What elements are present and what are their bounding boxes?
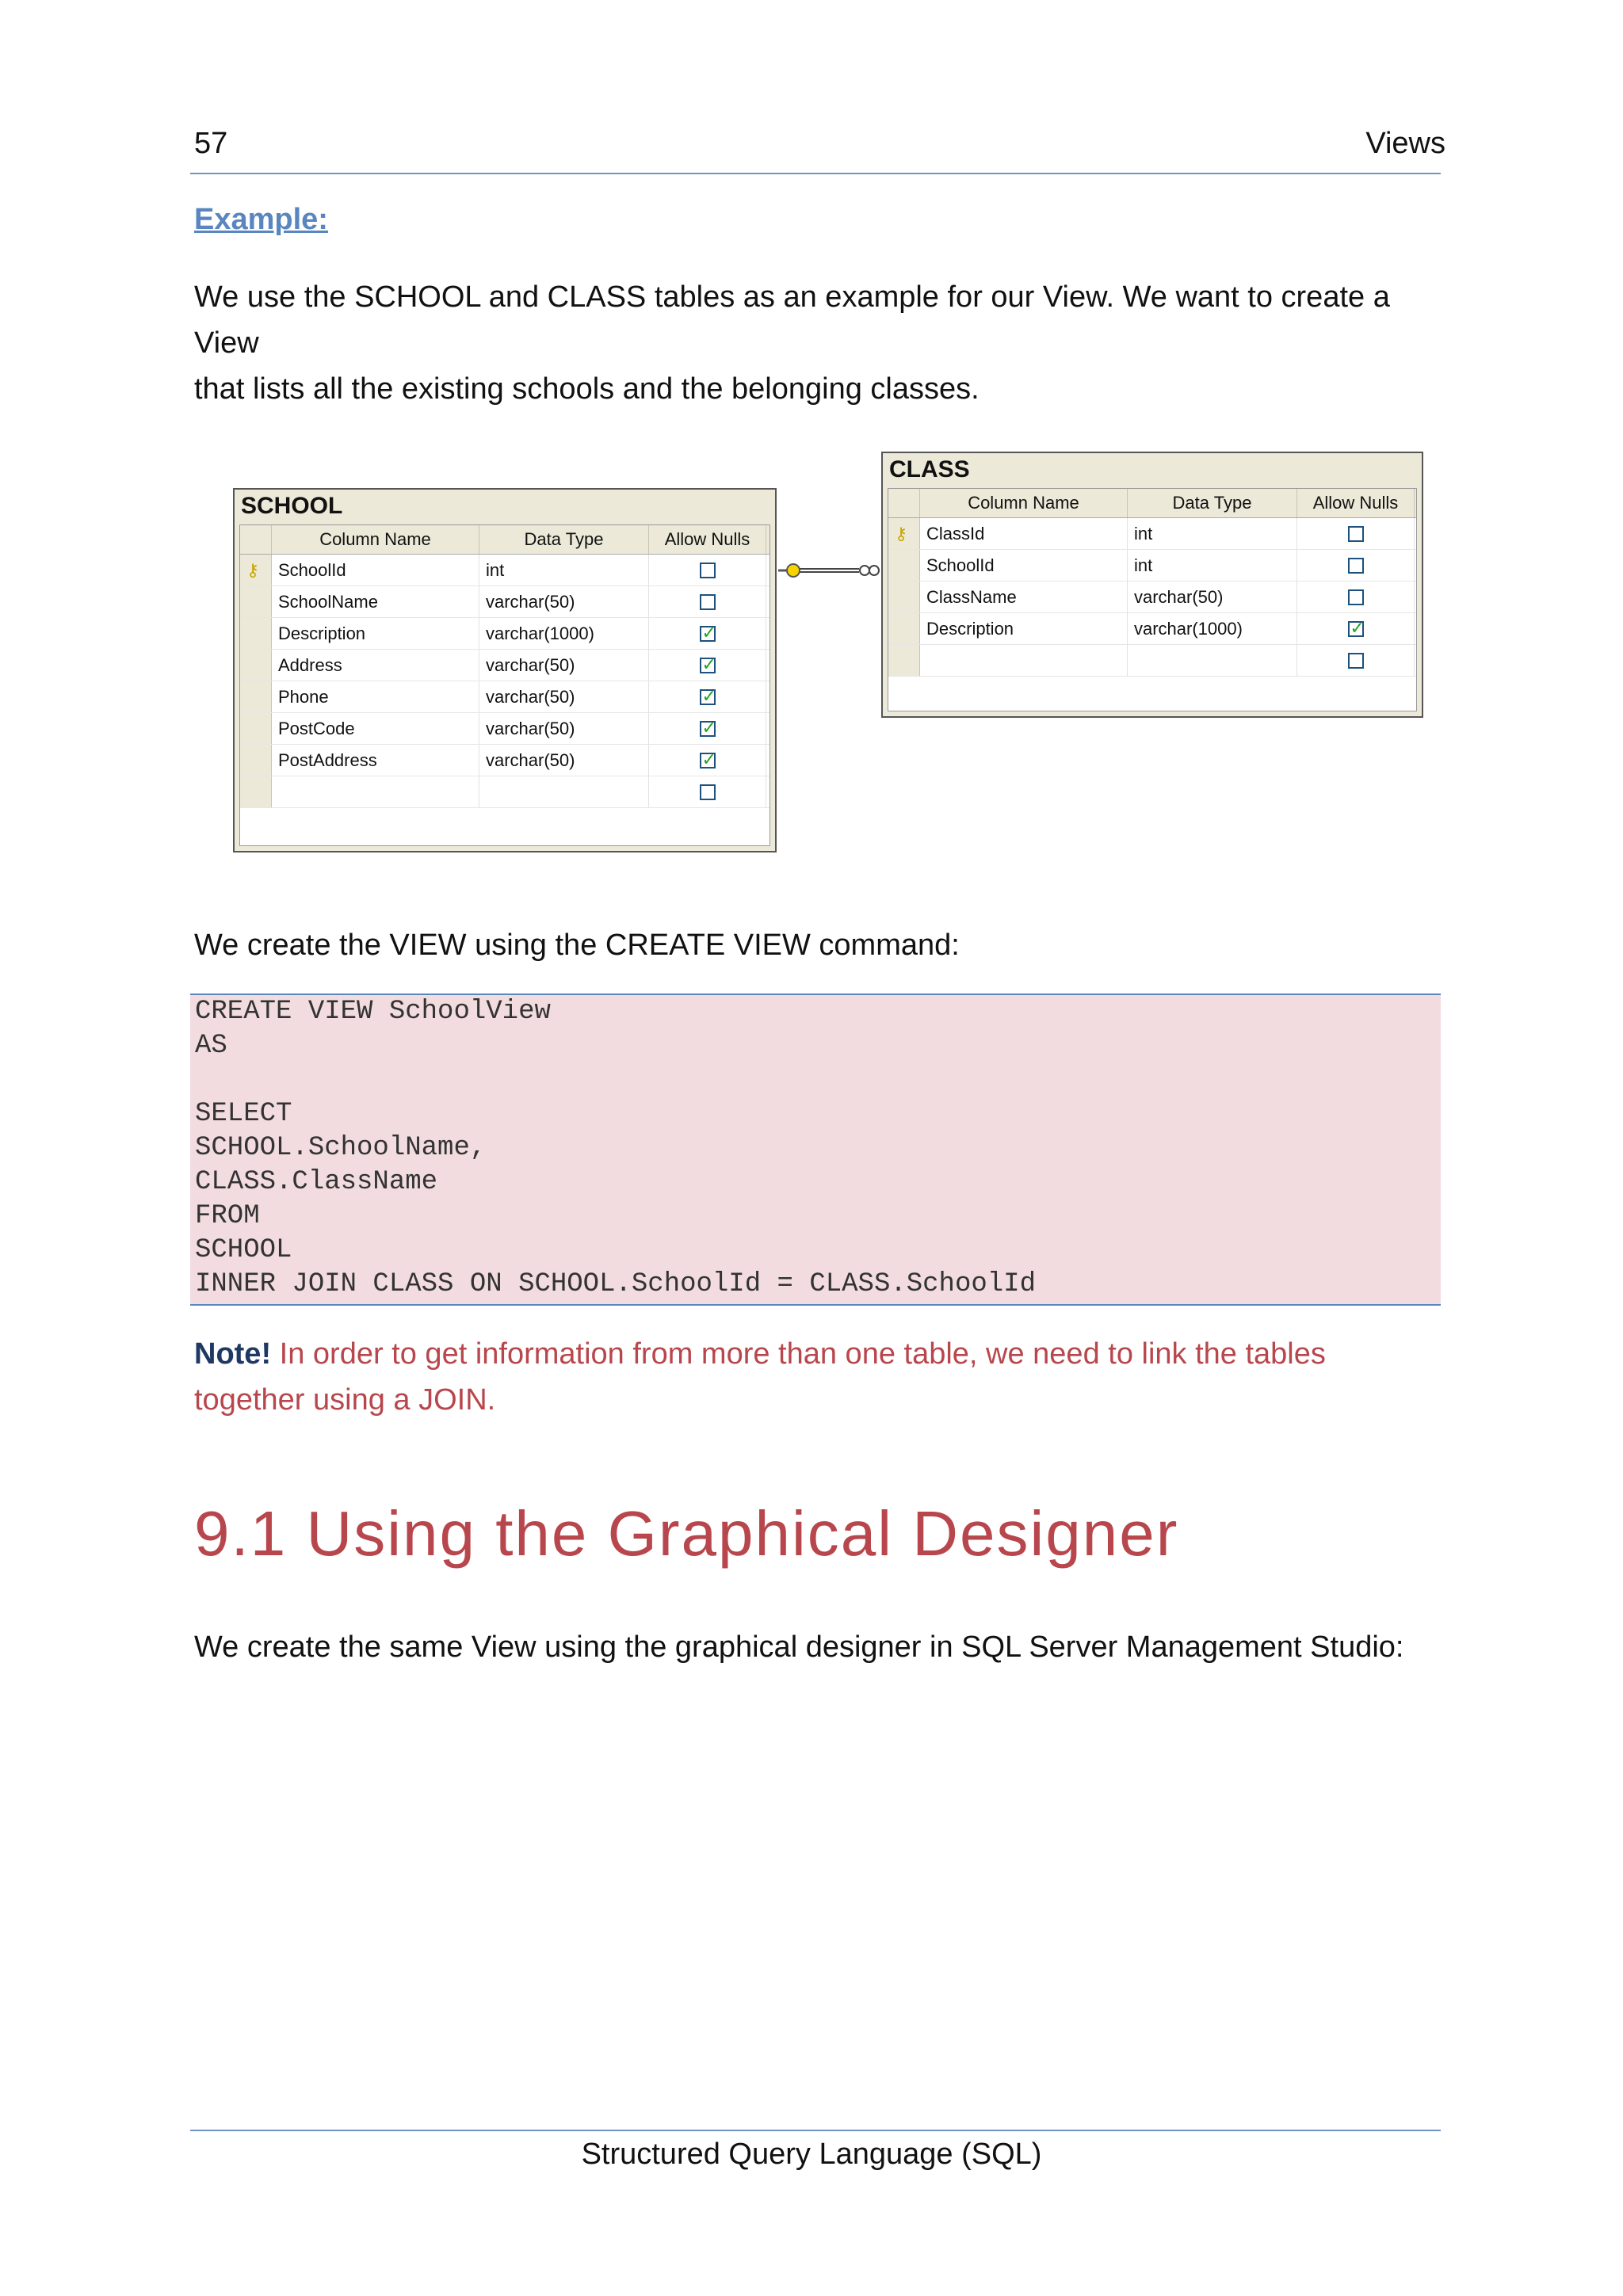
note bbox=[194, 1331, 1462, 1423]
column-name-cell[interactable]: Address bbox=[272, 650, 479, 681]
column-name-cell[interactable]: SchoolName bbox=[272, 586, 479, 617]
school-table-row[interactable] bbox=[240, 745, 769, 776]
column-name-cell[interactable]: Phone bbox=[272, 681, 479, 712]
data-type-cell[interactable] bbox=[479, 776, 649, 807]
data-type-cell[interactable]: varchar(1000) bbox=[479, 618, 649, 649]
row-selector[interactable] bbox=[888, 550, 920, 581]
footer-title: Structured Query Language (SQL) bbox=[581, 2138, 1042, 2171]
school-table-row[interactable] bbox=[240, 618, 769, 650]
allow-nulls-checkbox[interactable] bbox=[700, 563, 716, 578]
school-table-row[interactable] bbox=[240, 650, 769, 681]
column-name-cell[interactable]: SchoolId bbox=[920, 550, 1128, 581]
create-view-text: We create the VIEW using the CREATE VIEW command: bbox=[194, 929, 960, 962]
row-selector[interactable] bbox=[888, 645, 920, 676]
data-type-cell[interactable]: varchar(50) bbox=[479, 586, 649, 617]
data-type-cell[interactable]: varchar(50) bbox=[479, 681, 649, 712]
school-table-window[interactable] bbox=[233, 488, 777, 852]
school-column-header[interactable]: Data Type bbox=[479, 525, 649, 554]
primary-key-icon: ⚷ bbox=[246, 559, 260, 580]
class-table-row[interactable] bbox=[888, 582, 1416, 613]
code-line: SELECT bbox=[195, 1099, 292, 1129]
column-name-cell[interactable]: ClassName bbox=[920, 582, 1128, 612]
data-type-cell[interactable]: int bbox=[1128, 550, 1297, 581]
school-grid-header bbox=[240, 525, 769, 555]
row-selector[interactable] bbox=[888, 582, 920, 612]
data-type-cell[interactable]: int bbox=[479, 555, 649, 585]
row-selector[interactable] bbox=[240, 618, 272, 649]
data-type-cell[interactable]: varchar(50) bbox=[479, 713, 649, 744]
row-selector[interactable] bbox=[888, 613, 920, 644]
code-line: CREATE VIEW SchoolView bbox=[195, 997, 551, 1027]
allow-nulls-checkbox[interactable] bbox=[1348, 558, 1364, 574]
school-column-header[interactable]: Allow Nulls bbox=[649, 525, 766, 554]
code-line: FROM bbox=[195, 1201, 260, 1231]
allow-nulls-checkbox[interactable] bbox=[700, 658, 716, 673]
allow-nulls-checkbox[interactable] bbox=[700, 784, 716, 800]
allow-nulls-checkbox[interactable] bbox=[700, 689, 716, 705]
allow-nulls-checkbox[interactable] bbox=[1348, 526, 1364, 542]
class-table-window[interactable] bbox=[881, 452, 1423, 718]
allow-nulls-checkbox[interactable] bbox=[1348, 621, 1364, 637]
allow-nulls-checkbox[interactable] bbox=[700, 594, 716, 610]
class-grid-header bbox=[888, 489, 1416, 518]
data-type-cell[interactable]: varchar(50) bbox=[479, 650, 649, 681]
school-table-row[interactable] bbox=[240, 586, 769, 618]
class-table-row[interactable] bbox=[888, 518, 1416, 550]
relationship-connector bbox=[773, 555, 884, 586]
school-table-row[interactable] bbox=[240, 776, 769, 808]
school-table-row[interactable] bbox=[240, 713, 769, 745]
class-column-header[interactable]: Data Type bbox=[1128, 489, 1297, 517]
school-column-header[interactable]: Column Name bbox=[272, 525, 479, 554]
intro-paragraph bbox=[194, 274, 1462, 412]
code-block bbox=[190, 994, 1441, 1306]
note-text-line2: together using a JOIN. bbox=[194, 1383, 496, 1417]
section-heading: 9.1 Using the Graphical Designer bbox=[194, 1498, 1179, 1569]
code-line: SCHOOL bbox=[195, 1235, 292, 1265]
class-table-grid bbox=[888, 488, 1417, 711]
intro-line: We use the SCHOOL and CLASS tables as an example for our View. We want to create a View bbox=[194, 280, 1390, 360]
row-selector[interactable] bbox=[240, 586, 272, 617]
column-name-cell[interactable]: SchoolId bbox=[272, 555, 479, 585]
code-line: SCHOOL.SchoolName, bbox=[195, 1133, 487, 1163]
column-name-cell[interactable]: PostCode bbox=[272, 713, 479, 744]
class-table-row[interactable] bbox=[888, 550, 1416, 582]
intro-line: that lists all the existing schools and the belonging classes. bbox=[194, 372, 980, 406]
school-table-row[interactable] bbox=[240, 681, 769, 713]
code-line bbox=[190, 1063, 1441, 1097]
key-icon bbox=[787, 564, 800, 577]
data-type-cell[interactable]: varchar(1000) bbox=[1128, 613, 1297, 644]
school-table-row[interactable] bbox=[240, 555, 769, 586]
school-table-title: SCHOOL bbox=[241, 493, 343, 519]
column-name-cell[interactable] bbox=[272, 776, 479, 807]
column-name-cell[interactable] bbox=[920, 645, 1128, 676]
code-line: INNER JOIN CLASS ON SCHOOL.SchoolId = CLASS.SchoolId bbox=[195, 1269, 1036, 1299]
allow-nulls-checkbox[interactable] bbox=[700, 626, 716, 642]
note-text: In order to get information from more than one table, we need to link the tables bbox=[271, 1337, 1326, 1371]
school-table-grid bbox=[239, 524, 770, 846]
column-name-cell[interactable]: Description bbox=[272, 618, 479, 649]
row-selector[interactable] bbox=[240, 555, 272, 585]
code-line: AS bbox=[195, 1031, 227, 1061]
data-type-cell[interactable] bbox=[1128, 645, 1297, 676]
row-selector[interactable] bbox=[240, 650, 272, 681]
example-heading: Example: bbox=[194, 203, 328, 236]
chapter-title: Views bbox=[1365, 127, 1445, 160]
allow-nulls-checkbox[interactable] bbox=[1348, 589, 1364, 605]
class-table-title: CLASS bbox=[889, 456, 970, 482]
row-selector[interactable] bbox=[240, 745, 272, 776]
row-selector[interactable] bbox=[240, 713, 272, 744]
column-name-cell[interactable]: PostAddress bbox=[272, 745, 479, 776]
data-type-cell[interactable]: varchar(50) bbox=[479, 745, 649, 776]
class-column-header[interactable]: Allow Nulls bbox=[1297, 489, 1415, 517]
section-paragraph: We create the same View using the graphical designer in SQL Server Management Studio: bbox=[194, 1630, 1404, 1664]
class-table-row[interactable] bbox=[888, 613, 1416, 645]
row-selector[interactable] bbox=[240, 776, 272, 807]
class-column-header[interactable]: Column Name bbox=[920, 489, 1128, 517]
data-type-cell[interactable]: varchar(50) bbox=[1128, 582, 1297, 612]
infinity-icon bbox=[860, 566, 869, 575]
footer-rule bbox=[190, 2130, 1441, 2131]
allow-nulls-checkbox[interactable] bbox=[1348, 653, 1364, 669]
page-number: 57 bbox=[194, 127, 228, 160]
code-line: CLASS.ClassName bbox=[195, 1167, 438, 1197]
data-type-cell[interactable]: int bbox=[1128, 518, 1297, 549]
column-name-cell[interactable]: ClassId bbox=[920, 518, 1128, 549]
allow-nulls-checkbox[interactable] bbox=[700, 753, 716, 769]
note-label: Note! bbox=[194, 1337, 272, 1371]
column-name-cell[interactable]: Description bbox=[920, 613, 1128, 644]
class-table-row[interactable] bbox=[888, 645, 1416, 677]
row-selector[interactable] bbox=[240, 681, 272, 712]
allow-nulls-checkbox[interactable] bbox=[700, 721, 716, 737]
primary-key-icon: ⚷ bbox=[895, 523, 908, 543]
header-rule bbox=[190, 173, 1441, 174]
row-selector[interactable] bbox=[888, 518, 920, 549]
